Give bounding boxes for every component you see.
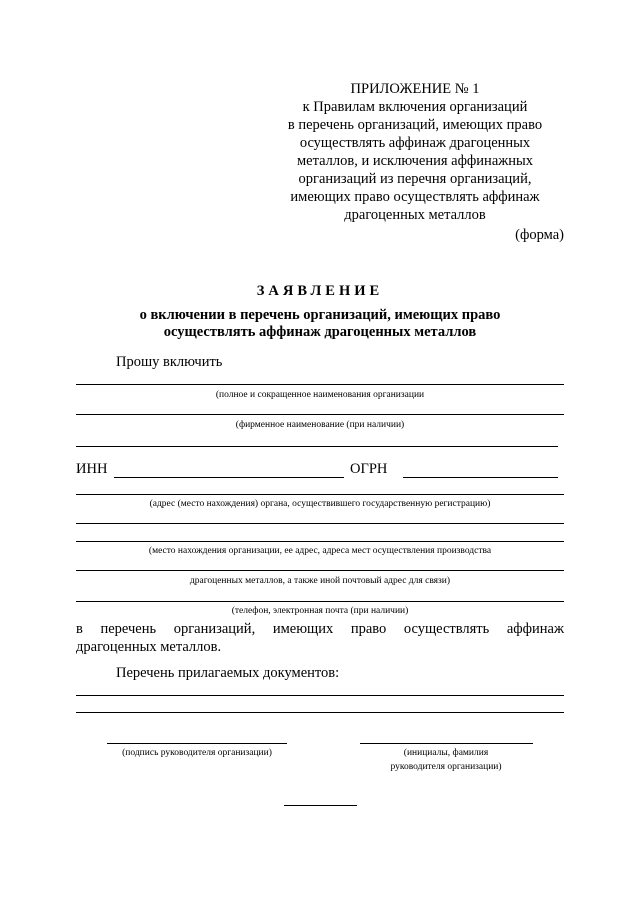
- documents-field-2[interactable]: [76, 712, 564, 713]
- subtitle-line: о включении в перечень организаций, имеющих право: [139, 307, 501, 323]
- body-text-line-2: драгоценных металлов.: [76, 639, 222, 655]
- location-caption-1: (место нахождения организации, ее адрес, адреса мест осуществления производства: [148, 546, 492, 556]
- footer-divider: [284, 805, 357, 806]
- body-text-line-1: в перечень организаций, имеющих право осуществлять аффинаж: [76, 621, 564, 637]
- name-caption-2: руководителя организации): [390, 762, 502, 772]
- location-field-2[interactable]: [76, 570, 564, 571]
- contacts-field[interactable]: [76, 601, 564, 602]
- org-name-field-2[interactable]: [76, 414, 564, 415]
- registration-address-caption: (адрес (место нахождения) органа, осуществившего государственную регистрацию): [149, 499, 491, 509]
- documents-field[interactable]: [76, 695, 564, 696]
- appendix-line: организаций из перечня организаций,: [298, 171, 532, 187]
- form-label: (форма): [515, 227, 564, 243]
- appendix-line: в перечень организаций, имеющих право: [287, 117, 543, 133]
- location-caption-2: драгоценных металлов, а также иной почтовый адрес для связи): [189, 576, 451, 586]
- appendix-line: осуществлять аффинаж драгоценных: [299, 135, 531, 151]
- appendix-header: [270, 80, 560, 224]
- signature-field[interactable]: [107, 743, 287, 744]
- name-field[interactable]: [360, 743, 533, 744]
- location-field[interactable]: [76, 541, 564, 542]
- brand-name-caption: (фирменное наименование (при наличии): [235, 420, 405, 430]
- contacts-caption: (телефон, электронная почта (при наличии): [231, 606, 409, 616]
- document-subtitle: [0, 307, 640, 341]
- document-title: ЗАЯВЛЕНИЕ: [256, 283, 384, 299]
- org-name-field[interactable]: [76, 384, 564, 385]
- brand-name-field[interactable]: [76, 446, 558, 447]
- appendix-line: к Правилам включения организаций: [302, 99, 528, 115]
- ogrn-field[interactable]: [403, 477, 558, 478]
- request-intro: Прошу включить: [116, 354, 223, 370]
- org-name-caption: (полное и сокращенное наименования организации: [215, 390, 425, 400]
- appendix-line: ПРИЛОЖЕНИЕ № 1: [350, 81, 480, 97]
- subtitle-line: осуществлять аффинаж драгоценных металлов: [163, 324, 477, 340]
- registration-address-field[interactable]: [76, 494, 564, 495]
- signature-caption: (подпись руководителя организации): [122, 748, 272, 758]
- inn-field[interactable]: [114, 477, 344, 478]
- appendix-line: металлов, и исключения аффинажных: [296, 153, 534, 169]
- appendix-line: имеющих право осуществлять аффинаж: [290, 189, 540, 205]
- ogrn-label: ОГРН: [350, 461, 388, 477]
- name-caption-1: (инициалы, фамилия: [403, 748, 489, 758]
- documents-label: Перечень прилагаемых документов:: [116, 665, 340, 681]
- registration-address-field-2[interactable]: [76, 523, 564, 524]
- appendix-line: драгоценных металлов: [344, 207, 486, 223]
- inn-label: ИНН: [76, 461, 108, 477]
